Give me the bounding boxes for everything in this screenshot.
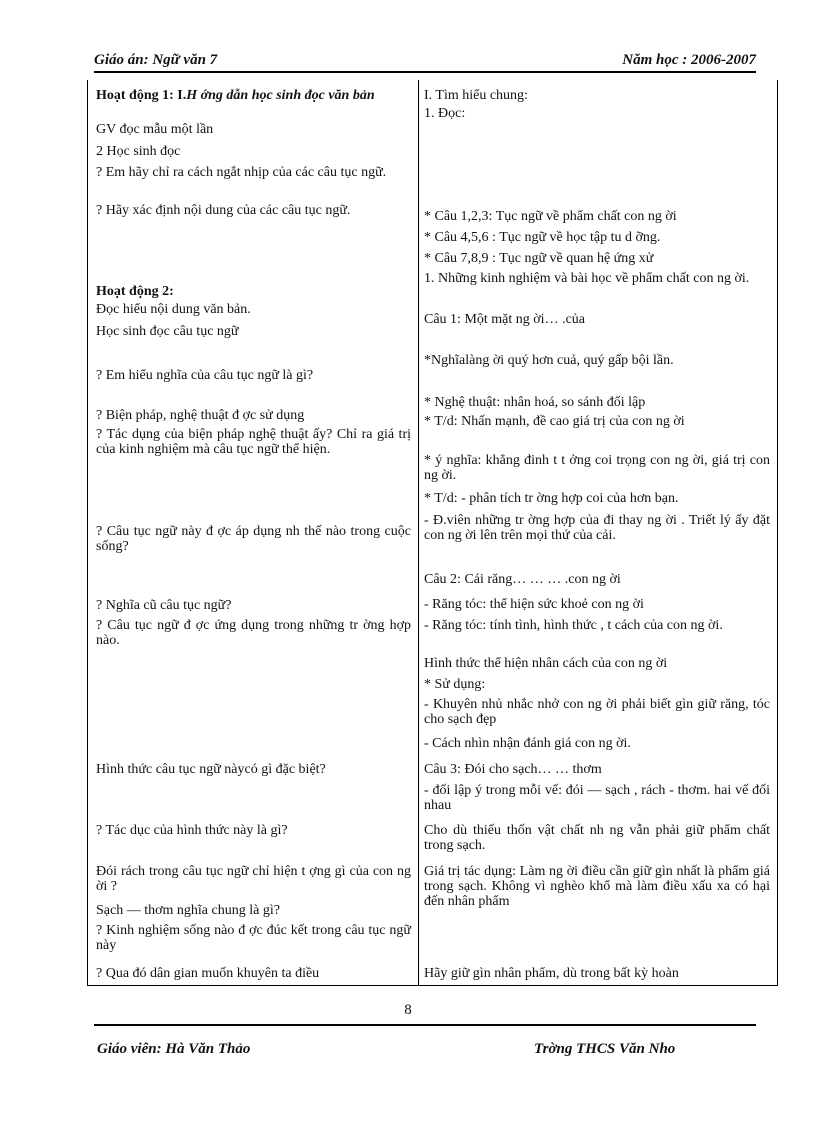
right-paragraph: Câu 1: Một mặt ng ời… .của xyxy=(424,312,585,327)
left-paragraph: ? Hãy xác định nội dung của các câu tục ngữ. xyxy=(96,203,351,218)
left-paragraph: ? Tác dụng của biện pháp nghệ thuật ấy? Chỉ ra giá trị của kinh nghiệm mà câu tục ngữ thể hiện. xyxy=(96,427,411,457)
header-school-year: Năm học : 2006-2007 xyxy=(622,52,756,68)
left-paragraph: Hoạt động 2: xyxy=(96,284,174,299)
left-paragraph: ? Em hãy chỉ ra cách ngắt nhịp của các câu tục ngữ. xyxy=(96,165,387,180)
column-divider xyxy=(418,80,419,985)
header-subject: Giáo án: Ngữ văn 7 xyxy=(94,52,218,68)
page-number: 8 xyxy=(404,1002,412,1018)
right-paragraph: * Câu 1,2,3: Tục ngữ về phẩm chất con ng ời xyxy=(424,209,677,224)
left-paragraph: 2 Học sinh đọc xyxy=(96,144,181,159)
lesson-table xyxy=(87,80,778,986)
footer-rule xyxy=(94,1024,756,1026)
right-paragraph: Giá trị tác dụng: Làm ng ời điều cần giữ gìn nhất là phẩm giá trong sạch. Không vì nghèo khổ mà làm điều xấu xa có hại đến nhân phẩm xyxy=(424,864,770,909)
left-paragraph: Đói rách trong câu tục ngữ chỉ hiện t ợng gì của con ng ời ? xyxy=(96,864,411,894)
left-paragraph: ? Em hiểu nghĩa của câu tục ngữ là gì? xyxy=(96,368,314,383)
right-paragraph: *Nghĩalàng ời quý hơn cuả, quý gấp bội lần. xyxy=(424,353,674,368)
left-paragraph: ? Tác dục của hình thức này là gì? xyxy=(96,823,288,838)
left-paragraph: ? Nghĩa cũ câu tục ngữ? xyxy=(96,598,232,613)
left-paragraph: Hoạt động 1: I.H ớng dẫn học sinh đọc văn bản xyxy=(96,88,375,103)
right-paragraph: - Cách nhìn nhận đánh giá con ng ời. xyxy=(424,736,631,751)
right-paragraph: Hình thức thể hiện nhân cách của con ng ời xyxy=(424,656,668,671)
right-paragraph: Cho dù thiếu thốn vật chất nh ng vẫn phải giữ phẩm chất trong sạch. xyxy=(424,823,770,853)
left-paragraph: ? Câu tục ngữ này đ ợc áp dụng nh thế nào trong cuộc sống? xyxy=(96,524,411,554)
right-paragraph: Câu 2: Cái răng… … … .con ng ời xyxy=(424,572,621,587)
right-paragraph: 1. Đọc: xyxy=(424,106,466,121)
footer-school: Trờng THCS Văn Nho xyxy=(534,1041,676,1057)
left-paragraph: GV đọc mẫu một lần xyxy=(96,122,214,137)
right-paragraph: * T/d: - phân tích tr ờng hợp coi của hơn bạn. xyxy=(424,491,679,506)
right-paragraph: - đối lập ý trong mỗi vế: đói — sạch , rách - thơm. hai vế đối nhau xyxy=(424,783,770,813)
right-paragraph: * Câu 7,8,9 : Tục ngữ về quan hệ ứng xử xyxy=(424,251,654,266)
right-paragraph: * Câu 4,5,6 : Tục ngữ về học tập tu d ỡng. xyxy=(424,230,661,245)
right-paragraph: 1. Những kinh nghiệm và bài học về phẩm chất con ng ời. xyxy=(424,271,750,286)
right-paragraph: - Đ.viên những tr ờng hợp của đi thay ng ời . Triết lý ấy đặt con ng ời lên trên mọi thứ của cải. xyxy=(424,513,770,543)
right-paragraph: - Răng tóc: thể hiện sức khoẻ con ng ời xyxy=(424,597,644,612)
right-paragraph: Câu 3: Đói cho sạch… … thơm xyxy=(424,762,602,777)
right-paragraph: * ý nghĩa: khẳng đinh t t ởng coi trọng con ng ời, giá trị con ng ời. xyxy=(424,453,770,483)
right-paragraph: * Nghệ thuật: nhân hoá, so sánh đối lập xyxy=(424,395,646,410)
left-paragraph: Đọc hiểu nội dung văn bản. xyxy=(96,302,251,317)
right-paragraph: I. Tìm hiểu chung: xyxy=(424,88,528,103)
right-paragraph: Hãy giữ gìn nhân phẩm, dù trong bất kỳ hoàn xyxy=(424,966,679,981)
right-paragraph: * Sử dụng: xyxy=(424,677,486,692)
header-rule xyxy=(94,71,756,73)
left-paragraph: Học sinh đọc câu tục ngữ xyxy=(96,324,239,339)
right-paragraph: * T/d: Nhấn mạnh, đề cao giá trị của con ng ời xyxy=(424,414,685,429)
right-paragraph: - Khuyên nhủ nhắc nhở con ng ời phải biết gìn giữ răng, tóc cho sạch đẹp xyxy=(424,697,770,727)
left-paragraph: Sạch — thơm nghĩa chung là gì? xyxy=(96,903,280,918)
right-paragraph: - Răng tóc: tính tình, hình thức , t cách của con ng ời. xyxy=(424,618,723,633)
left-paragraph: ? Qua đó dân gian muốn khuyên ta điều xyxy=(96,966,320,981)
left-paragraph: ? Kinh nghiệm sống nào đ ợc đúc kết trong câu tục ngữ này xyxy=(96,923,411,953)
left-paragraph: ? Câu tục ngữ đ ợc ứng dụng trong những tr ờng hợp nào. xyxy=(96,618,411,648)
footer-teacher: Giáo viên: Hà Văn Thảo xyxy=(97,1041,251,1057)
left-paragraph: ? Biện pháp, nghệ thuật đ ợc sử dụng xyxy=(96,408,305,423)
left-paragraph: Hình thức câu tục ngữ nàycó gì đặc biệt? xyxy=(96,762,326,777)
